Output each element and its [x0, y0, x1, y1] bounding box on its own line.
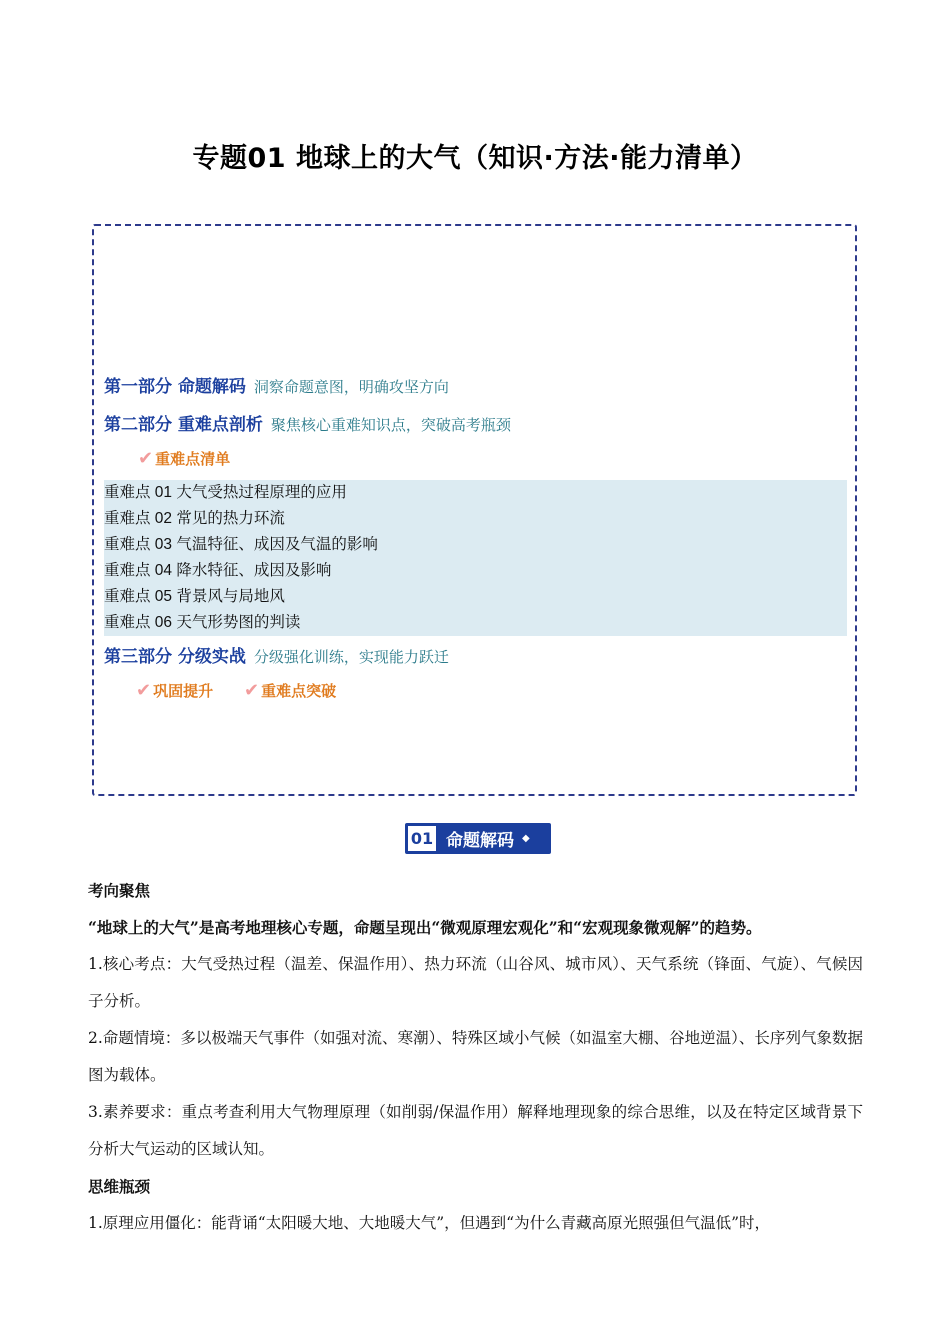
section-number: 01	[408, 826, 436, 851]
content-body	[88, 872, 863, 1242]
part-3-check-2: ✔ 重难点突破	[244, 680, 337, 701]
part-1-head: 第一部分 命题解码	[104, 377, 246, 397]
heading-bottleneck: 思维瓶颈	[88, 1177, 151, 1196]
check-icon: ✔	[244, 680, 260, 701]
paragraph: 1.原理应用僵化：能背诵“太阳暖大地、大地暖大气”，但遇到“为什么青藏高原光照强但气温低”时，	[88, 1214, 770, 1232]
list-item: 重难点 02 常见的热力环流	[104, 510, 285, 527]
list-item: 重难点 04 降水特征、成因及影响	[104, 562, 332, 579]
part-1-desc: 洞察命题意图，明确攻坚方向	[253, 378, 449, 396]
part-2	[104, 410, 511, 435]
intro-text: “地球上的大气”是高考地理核心专题，命题呈现出“微观原理宏观化”和“宏观现象微观解”的趋势。	[88, 918, 762, 937]
list-item: 重难点 03 气温特征、成因及气温的影响	[104, 536, 378, 553]
list-item: 重难点 01 大气受热过程原理的应用	[104, 484, 347, 501]
part-2-head: 第二部分 重难点剖析	[104, 415, 263, 435]
content-guide-box	[92, 224, 857, 796]
part-1	[104, 372, 449, 397]
paragraph: 2.命题情境：多以极端天气事件（如强对流、寒潮）、特殊区域小气候（如温室大棚、谷地逆温）、长序列气象数据图为载体。	[88, 1029, 863, 1084]
part-2-desc: 聚焦核心重难知识点，突破高考瓶颈	[270, 416, 511, 434]
checklist-label: ✔ 重难点清单	[138, 448, 231, 469]
diamond-icon: ◆	[522, 833, 530, 844]
heading-focus: 考向聚焦	[88, 881, 151, 900]
paragraph: 1.核心考点：大气受热过程（温差、保温作用）、热力环流（山谷风、城市风）、天气系统（锋面、气旋）、气候因子分析。	[88, 955, 863, 1010]
key-points-list	[104, 480, 847, 636]
part-3-head: 第三部分 分级实战	[104, 647, 246, 667]
section-label: 命题解码	[446, 831, 514, 851]
list-item: 重难点 06 天气形势图的判读	[104, 614, 301, 631]
check-icon: ✔	[136, 680, 152, 701]
check-icon: ✔	[138, 448, 154, 469]
part-3-check-1: ✔ 巩固提升	[136, 680, 214, 701]
list-item: 重难点 05 背景风与局地风	[104, 588, 285, 605]
paragraph: 3.素养要求：重点考查利用大气物理原理（如削弱/保温作用）解释地理现象的综合思维，以及在特定区域背景下分析大气运动的区域认知。	[88, 1103, 863, 1158]
section-badge	[405, 823, 551, 854]
part-3-desc: 分级强化训练，实现能力跃迁	[253, 648, 449, 666]
part-3	[104, 642, 449, 667]
document-title: 专题01 地球上的大气（知识·方法·能力清单）	[192, 143, 758, 174]
